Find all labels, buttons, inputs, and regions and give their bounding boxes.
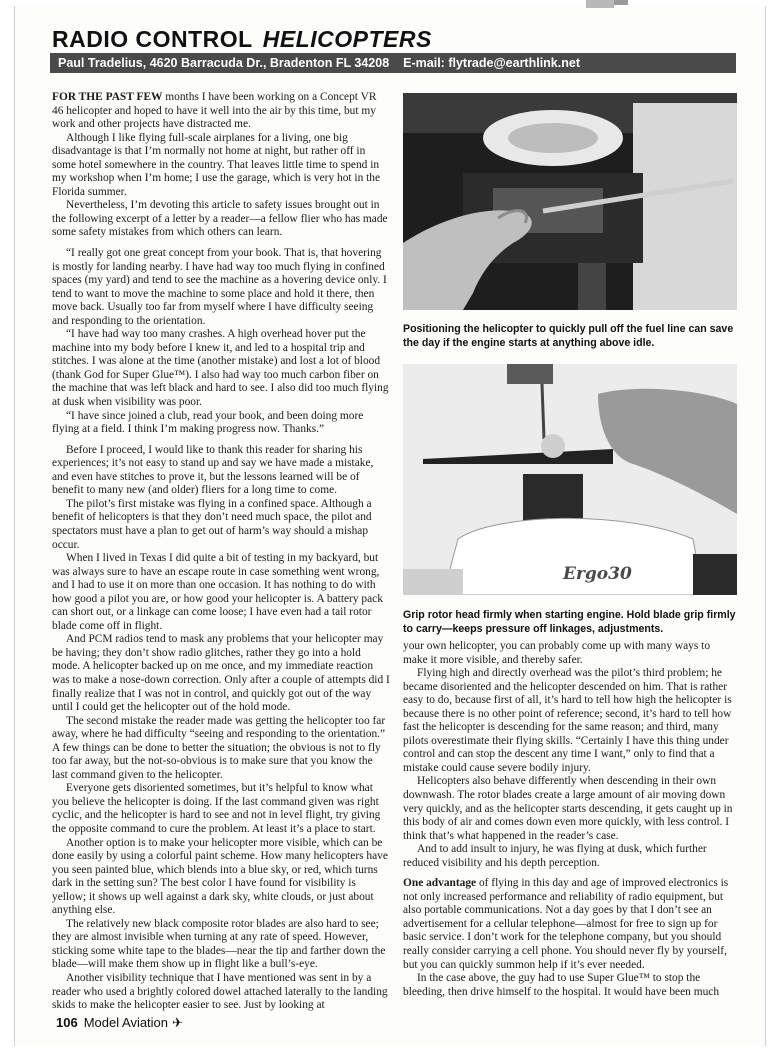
paragraph: Helicopters also behave differently when descending in their own downwash. The rotor blades create a large amount of air moving down very quickly, and as the helicopter starts descending, it gets caught up in this body of air and comes down even more quickly, with less control. I think that’s what happened in the reader’s case.: [403, 775, 733, 842]
photo-caption-1: Positioning the helicopter to quickly pull off the fuel line can save the day if the engine starts at anything above idle.: [403, 323, 734, 349]
scan-mark-2: [614, 0, 628, 5]
photo-rotor-head: [403, 364, 737, 595]
photo-fuel-line: [403, 93, 737, 310]
helicopter-fuel-line-image: [403, 93, 737, 310]
paragraph: In the case above, the guy had to use Super Glue™ to stop the bleeding, then drive himself to the hospital. It would have been much: [403, 972, 720, 998]
letter-paragraph: “I really got one great concept from your book. That is, that hovering is mostly for landing nearby. I have had way too much flying in confined spaces (my yard) and tend to see the machine as a hovering device only. I tend to want to move the machine to some place and hold it there, then move back. Usually too far from myself where I have difficulty seeing and responding to the orientation.: [52, 247, 387, 327]
paragraph: Flying high and directly overhead was the pilot’s third problem; he became disoriented and the helicopter descended on him. That is rather easy to do, because first of all, it’s hard to tell how high the helicopter is because there is no other point of reference; second, it’s hard to tell how fast the helicopter is descending for the same reason; and third, many pilots overestimate their flying skills. “Certainly I have this thing under control and can stop the descent any time I want,” only to find that a mistake could cause severe bodily injury.: [403, 667, 732, 774]
paragraph: Although I like flying full-scale airplanes for a living, one big disadvantage is that I’m normally not home at night, but rather off in some hotel somewhere in the country. That leaves little time to spend in my workshop when I’m home; I use the garage, which is very hot in the Florida summer.: [52, 131, 381, 198]
author-email: E-mail: flytrade@earthlink.net: [403, 56, 580, 70]
article-right-column: [403, 640, 737, 1020]
lead-in: FOR THE PAST FEW: [52, 91, 163, 103]
airplane-icon: ✈: [172, 1015, 183, 1030]
title-plain: RADIO CONTROL: [52, 26, 253, 52]
page-number: 106: [56, 1015, 78, 1030]
lead-in: One advantage: [403, 877, 477, 890]
paragraph: Nevertheless, I’m devoting this article to safety issues brought out in the following excerpt of a letter by a reader—a fellow flier who has made some safety mistakes from which others can learn.: [52, 199, 388, 239]
column-title: [52, 26, 432, 53]
title-italic: HELICOPTERS: [262, 26, 432, 52]
paragraph: Another option is to make your helicopter more visible, which can be done easily by using a colorful paint scheme. How many helicopters have you seen painted blue, which blends into a blue sky, or red, which turns dark in the setting sun? The best color I have found for visibility is yellow; it shows up well against a dark sky, white clouds, or just about anything else.: [52, 836, 388, 917]
paragraph: Everyone gets disoriented sometimes, but it’s helpful to know what you believe the helicopter is doing. If the last command given was right cyclic, and the helicopter is hard to see and not in level flight, try giving the opposite command to cure the problem. At least it’s a place to start.: [52, 782, 381, 835]
scan-mark: [586, 0, 614, 8]
photo-caption-2: Grip rotor head firmly when starting engine. Hold blade grip firmly to carry—keeps pressure off linkages, adjustments.: [403, 609, 736, 635]
letter-paragraph: “I have since joined a club, read your book, and been doing more flying at a field. I think I’m making progress now. Thanks.”: [52, 409, 364, 436]
author-address: Paul Tradelius, 4620 Barracuda Dr., Bradenton FL 34208: [58, 56, 390, 70]
paragraph: When I lived in Texas I did quite a bit of testing in my backyard, but was always sure to have an escape route in case something went wrong, and I had to use it on more than one occasion. It has nothing to do with how good a pilot you are, or how good your helicopter is. A battery pack can short out, or a linkage can come loose; I have even had a tail rotor blade come off in flight.: [52, 552, 383, 632]
paragraph: Another visibility technique that I have mentioned was sent in by a reader who used a brightly colored dowel attached laterally to the landing skids to make the helicopter easier to see. Just by looking at: [52, 972, 388, 1011]
paragraph: One advantage of flying in this day and age of improved electronics is not only increased performance and reliability of radio equipment, but also portable communications. Not a day goes by that I don’t see an advertisement for a cellular telephone—almost for free to sign up for basic service. I don’t work for the telephone company, but you should really consider carrying a cell phone. You should never fly by yourself, but you can quickly summon help if it’s ever needed.: [403, 877, 729, 971]
letter-paragraph: “I have had way too many crashes. A high overhead hover put the machine into my body before I knew it, and led to a hospital trip and stitches. I was alone at the time (another mistake) and lost a lot of blood (thank God for Super Glue™). I also had way too much carbon fiber on the machine that was left black and hard to see. I also did too much flying at dusk when visibility was poor.: [52, 328, 389, 409]
helicopter-rotor-head-image: [403, 364, 737, 595]
paragraph: The second mistake the reader made was getting the helicopter too far away, where he had difficulty “seeing and responding to the orientation.” A few things can be done to better the situation; the obvious is not to fly too far away, but the not-so-obvious is to make sure that you know the last command given to the helicopter.: [52, 714, 386, 781]
paragraph: your own helicopter, you can probably come up with many ways to make it more visible, and thereby safer.: [403, 640, 711, 666]
paragraph: FOR THE PAST FEW months I have been working on a Concept VR 46 helicopter and hoped to have it well into the air by this time, but my work and other projects have distracted me.: [52, 91, 377, 131]
paragraph: The pilot’s first mistake was flying in a confined space. Although a benefit of helicopters is that they don’t need much space, the pilot and spectators must have a plan to get out of harm’s way should a mishap occur.: [52, 497, 372, 551]
paragraph: And to add insult to injury, he was flying at dusk, which further reduced visibility and his depth perception.: [403, 843, 707, 869]
paragraph: And PCM radios tend to mask any problems that your helicopter may be having; they don’t show radio glitches, rather they go into a hold mode. A helicopter backed up on me once, and my immediate reaction was to make a nose-down correction. Only after a couple of attempts did I finally realize that I was not in control, and quickly got out of the way until I could get the helicopter out of the hold mode.: [52, 633, 390, 714]
page-footer: [56, 1015, 183, 1031]
author-byline-bar: [50, 53, 736, 73]
paragraph: Before I proceed, I would like to thank this reader for sharing his experiences; it’s not easy to stand up and say we have made a mistake, and even have stitches to prove it, but the lessons learned will be of benefit to many new (and older) fliers for a long time to come.: [52, 443, 374, 497]
article-left-column: [52, 91, 390, 1011]
ergo-logo: Ergo30: [563, 564, 632, 584]
magazine-name: Model Aviation: [83, 1015, 169, 1030]
paragraph: The relatively new black composite rotor blades are also hard to see; they are almost invisible when turning at any rate of speed. However, sticking some white tape to the blades—near the tip and farther down the blade—will make them show up in flight like a bull’s-eye.: [52, 917, 386, 971]
